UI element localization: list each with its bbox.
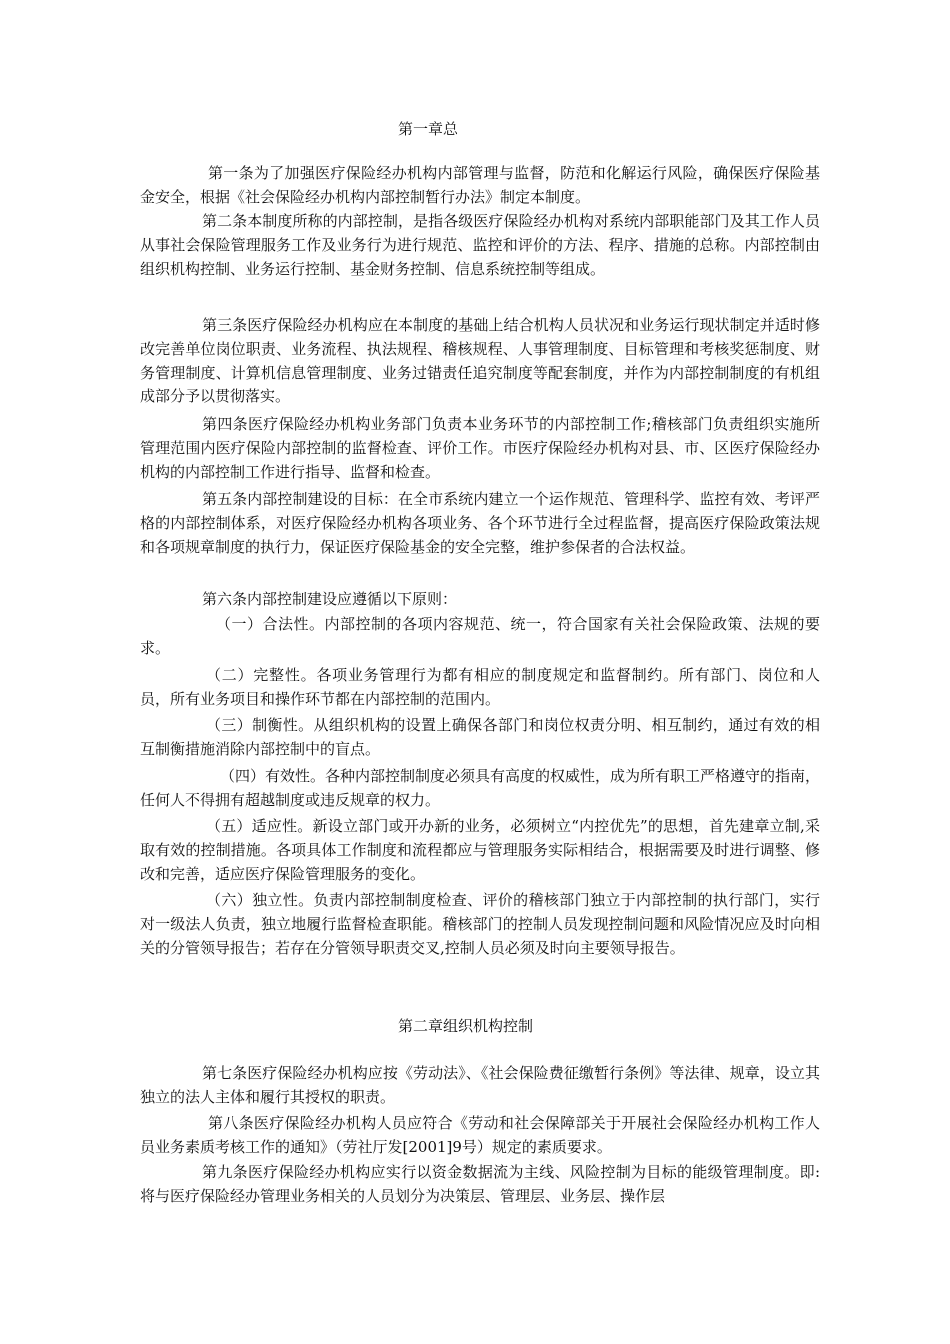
article-7: 第七条医疗保险经办机构应按《劳动法》、《社会保险费征缴暂行条例》等法律、规章，设立其独立的法人主体和履行其授权的职责。 [140, 1064, 820, 1106]
article-3: 第三条医疗保险经办机构应在本制度的基础上结合机构人员状况和业务运行现状制定并适时修改完善单位岗位职责、业务流程、执法规程、稽核规程、人事管理制度、目标管理和考核奖惩制度、财务管理制度、计算机信息管理制度、业务过错责任追究制度等配套制度，并作为内部控制制度的有机组成部分予以贯彻落实。 [140, 316, 820, 406]
article-1: 第一条为了加强医疗保险经办机构内部管理与监督，防范和化解运行风险，确保医疗保险基金安全，根据《社会保险经办机构内部控制暂行办法》制定本制度。 [140, 164, 820, 206]
article-9: 第九条医疗保险经办机构应实行以资金数据流为主线、风险控制为目标的能级管理制度。即:将与医疗保险经办管理业务相关的人员划分为决策层、管理层、业务层、操作层 [140, 1163, 820, 1205]
chapter-2-title: 第二章组织机构控制 [398, 1017, 534, 1035]
article-6: 第六条内部控制建设应遵循以下原则： [202, 590, 458, 608]
article-4: 第四条医疗保险经办机构业务部门负责本业务环节的内部控制工作;稽核部门负责组织实施所管理范围内医疗保险内部控制的监督检查、评价工作。市医疗保险经办机构对县、市、区医疗保险经办机构的内部控制工作进行指导、监督和检查。 [140, 415, 820, 481]
principle-balance: （三）制衡性。从组织机构的设置上确保各部门和岗位权责分明、相互制约，通过有效的相互制衡措施消除内部控制中的盲点。 [140, 716, 820, 758]
chapter-1-title: 第一章总 [398, 120, 459, 138]
article-8: 第八条医疗保险经办机构人员应符合《劳动和社会保障部关于开展社会保险经办机构工作人员业务素质考核工作的通知》（劳社厅发[2001]9号）规定的素质要求。 [140, 1114, 820, 1156]
principle-independence: （六）独立性。负责内部控制制度检查、评价的稽核部门独立于内部控制的执行部门，实行对一级法人负责，独立地履行监督检查职能。稽核部门的控制人员发现控制问题和风险情况应及时向相关的分管领导报告；若存在分管领导职责交叉,控制人员必须及时向主要领导报告。 [140, 891, 820, 957]
principle-adaptability: （五）适应性。新设立部门或开办新的业务，必须树立“内控优先”的思想，首先建章立制,采取有效的控制措施。各项具体工作制度和流程都应与管理服务实际相结合，根据需要及时进行调整、修改和完善，适应医疗保险管理服务的变化。 [140, 817, 820, 883]
article-2: 第二条本制度所称的内部控制，是指各级医疗保险经办机构对系统内部职能部门及其工作人员从事社会保险管理服务工作及业务行为进行规范、监控和评价的方法、程序、措施的总称。内部控制由组织机构控制、业务运行控制、基金财务控制、信息系统控制等组成。 [140, 212, 820, 278]
principle-legality: （一）合法性。内部控制的各项内容规范、统一，符合国家有关社会保险政策、法规的要求。 [140, 615, 820, 657]
principle-effectiveness: （四）有效性。各种内部控制制度必须具有高度的权威性，成为所有职工严格遵守的指南，任何人不得拥有超越制度或违反规章的权力。 [140, 767, 821, 809]
article-5: 第五条内部控制建设的目标：在全市系统内建立一个运作规范、管理科学、监控有效、考评严格的内部控制体系，对医疗保险经办机构各项业务、各个环节进行全过程监督，提高医疗保险政策法规和各项规章制度的执行力，保证医疗保险基金的安全完整，维护参保者的合法权益。 [140, 490, 820, 556]
principle-completeness: （二）完整性。各项业务管理行为都有相应的制度规定和监督制约。所有部门、岗位和人员，所有业务项目和操作环节都在内部控制的范围内。 [140, 666, 820, 708]
